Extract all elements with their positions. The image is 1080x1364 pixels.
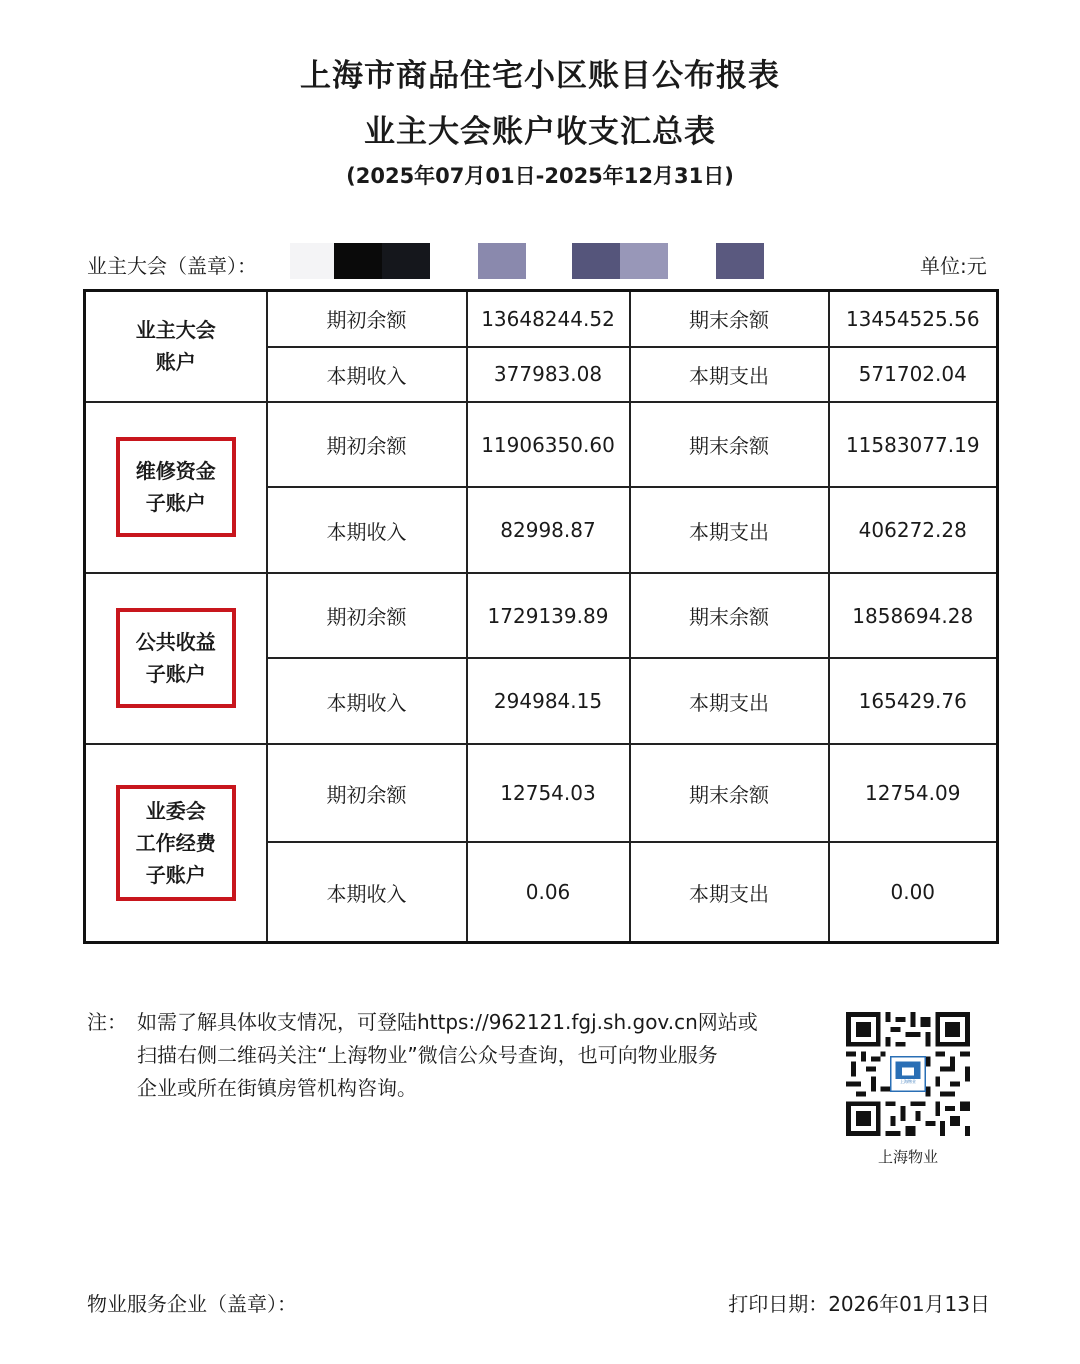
table-row <box>85 573 998 658</box>
table-row <box>85 402 998 487</box>
red-highlight-box: 维修资金 子账户 <box>116 437 236 537</box>
report-subtitle: 业主大会账户收支汇总表 <box>364 114 716 150</box>
report-title: 上海市商品住宅小区账目公布报表 <box>300 58 780 94</box>
label-expense: 本期支出 <box>630 658 829 743</box>
company-seal-label: 物业服务企业（盖章）： <box>87 1292 297 1316</box>
value-expense: 165429.76 <box>829 658 998 743</box>
label-income: 本期收入 <box>267 347 467 402</box>
value-expense: 406272.28 <box>829 487 998 572</box>
footnote-line: 如需了解具体收支情况，可登陆https://962121.fgj.sh.gov.cn网站或 <box>137 1010 758 1034</box>
value-expense: 571702.04 <box>829 347 998 402</box>
value-end-balance: 13454525.56 <box>829 291 998 347</box>
table-row <box>85 291 998 347</box>
label-income: 本期收入 <box>267 487 467 572</box>
value-income: 82998.87 <box>467 487 630 572</box>
value-income: 0.06 <box>467 842 630 942</box>
label-expense: 本期支出 <box>630 487 829 572</box>
value-begin-balance: 13648244.52 <box>467 291 630 347</box>
account-name-owners-assembly: 业主大会 账户 <box>85 291 267 402</box>
red-highlight-box: 业委会 工作经费 子账户 <box>116 785 236 901</box>
red-highlight-box: 公共收益 子账户 <box>116 608 236 708</box>
label-begin-balance: 期初余额 <box>267 573 467 658</box>
value-begin-balance: 11906350.60 <box>467 402 630 487</box>
label-begin-balance: 期初余额 <box>267 402 467 487</box>
value-begin-balance: 12754.03 <box>467 744 630 842</box>
account-name-maintenance-fund <box>85 402 267 573</box>
value-end-balance: 11583077.19 <box>829 402 998 487</box>
report-period: (2025年07月01日-2025年12月31日) <box>346 164 734 188</box>
label-expense: 本期支出 <box>630 347 829 402</box>
label-end-balance: 期末余额 <box>630 573 829 658</box>
account-name-public-income <box>85 573 267 744</box>
qr-logo-text: 上海物业 <box>900 1079 916 1084</box>
label-begin-balance: 期初余额 <box>267 744 467 842</box>
footnote-label: 注： <box>87 1010 127 1034</box>
value-begin-balance: 1729139.89 <box>467 573 630 658</box>
value-end-balance: 1858694.28 <box>829 573 998 658</box>
qr-code-icon[interactable] <box>846 1012 970 1136</box>
value-expense: 0.00 <box>829 842 998 942</box>
value-end-balance: 12754.09 <box>829 744 998 842</box>
unit-label: 单位:元 <box>920 254 987 278</box>
print-date: 打印日期：2026年01月13日 <box>728 1292 990 1316</box>
org-seal-label: 业主大会（盖章）： <box>87 254 257 278</box>
footnote-line: 扫描右侧二维码关注“上海物业”微信公众号查询，也可向物业服务 <box>137 1043 718 1067</box>
account-name-committee-funds <box>85 744 267 943</box>
label-end-balance: 期末余额 <box>630 291 829 347</box>
label-income: 本期收入 <box>267 658 467 743</box>
label-end-balance: 期末余额 <box>630 744 829 842</box>
qr-caption: 上海物业 <box>877 1148 938 1166</box>
label-income: 本期收入 <box>267 842 467 942</box>
label-end-balance: 期末余额 <box>630 402 829 487</box>
summary-table <box>83 289 999 944</box>
label-begin-balance: 期初余额 <box>267 291 467 347</box>
value-income: 294984.15 <box>467 658 630 743</box>
footnote-line: 企业或所在街镇房管机构咨询。 <box>137 1076 417 1100</box>
table-row <box>85 744 998 842</box>
label-expense: 本期支出 <box>630 842 829 942</box>
value-income: 377983.08 <box>467 347 630 402</box>
